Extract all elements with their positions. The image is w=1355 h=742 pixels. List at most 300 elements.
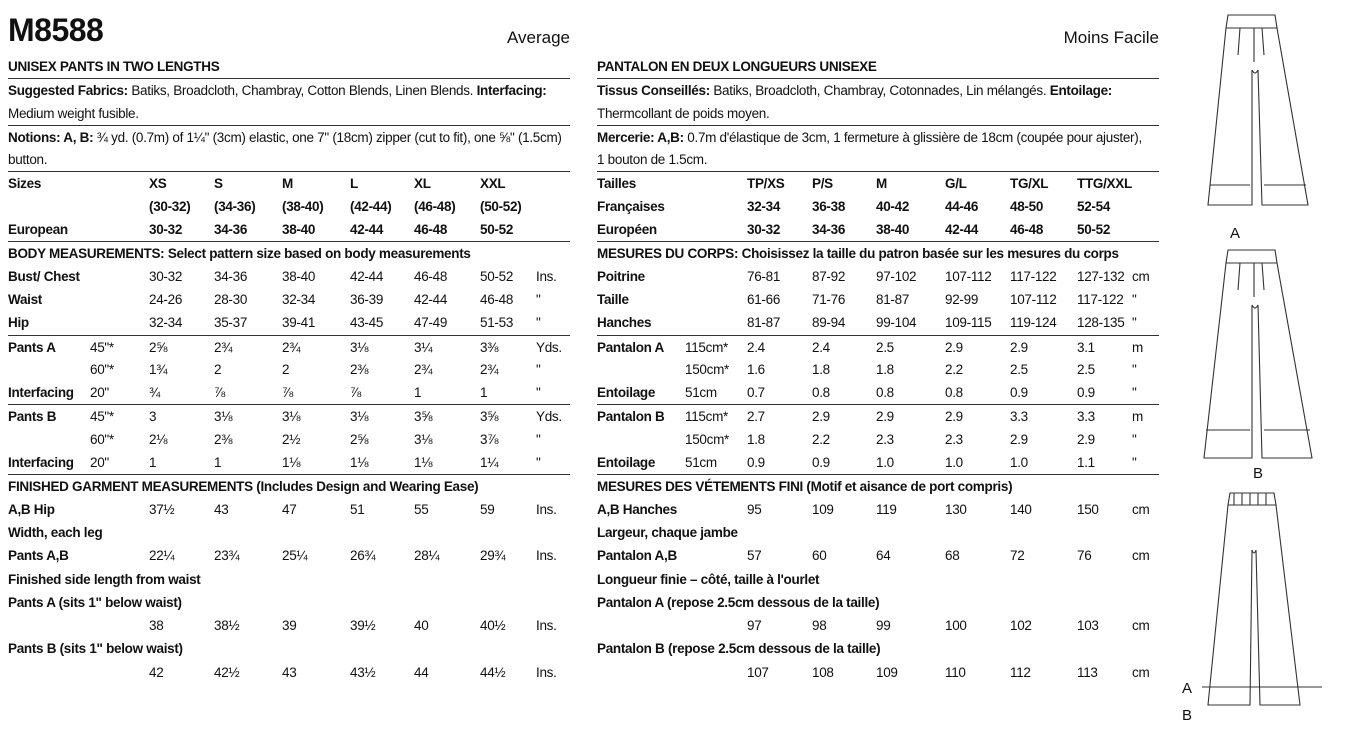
row-label: Pantalon B (repose 2.5cm dessous de la taille): [597, 641, 881, 657]
size-value: 3.1: [1077, 339, 1095, 355]
chart-row: [8, 661, 570, 684]
size-value: 112: [1010, 664, 1031, 680]
size-value: 81-87: [876, 291, 910, 307]
description-line: [597, 102, 769, 125]
size-value: 117-122: [1077, 291, 1124, 307]
size-value: 113: [1077, 664, 1098, 680]
difficulty-level: Average: [506, 28, 570, 47]
size-value: 130: [945, 501, 967, 517]
row-label: Taille: [597, 291, 629, 307]
size-value: 2.3: [945, 431, 963, 447]
size-value: 95: [747, 501, 762, 517]
size-value: 2.4: [812, 339, 830, 355]
chart-row: [8, 335, 570, 358]
row-label: Waist: [8, 291, 43, 307]
size-value: (46-48): [414, 198, 456, 214]
size-value: 39½: [350, 618, 376, 634]
size-value: 28-30: [214, 291, 248, 307]
size-value: 109-115: [945, 315, 992, 331]
size-value: 46-48: [1010, 222, 1044, 238]
row-sublabel: 115cm*: [685, 409, 728, 425]
description-text: Medium weight fusible.: [8, 105, 139, 121]
size-value: 2.9: [945, 339, 963, 355]
size-value: 0.9: [1010, 385, 1028, 401]
size-value: 99: [876, 618, 891, 634]
size-value: 2¾: [214, 339, 233, 355]
pattern-number: M8588: [8, 12, 104, 48]
row-sublabel: 60"*: [90, 361, 114, 377]
size-value: 42-44: [414, 291, 448, 307]
size-value: 2⅜: [350, 361, 369, 377]
size-value: 3⅞: [480, 431, 499, 447]
size-value: 3.3: [1010, 409, 1028, 425]
chart-row: [8, 125, 570, 148]
size-value: 92-99: [945, 291, 979, 307]
chart-row: [597, 195, 1159, 218]
unit-label: m: [1132, 339, 1143, 355]
size-value: 97-102: [876, 268, 917, 284]
chart-row: [8, 428, 570, 451]
size-value: 32-34: [149, 315, 183, 331]
unit-label: ": [536, 455, 541, 471]
size-value: 3¼: [414, 339, 433, 355]
size-value: 2.9: [945, 409, 963, 425]
row-label: Finished side length from waist: [8, 571, 201, 587]
size-value: 55: [414, 501, 429, 517]
chart-row: [8, 265, 570, 288]
row-label: Hanches: [597, 315, 652, 331]
size-value: 34-36: [214, 222, 248, 238]
unit-label: ": [1132, 361, 1137, 377]
chart-row: [597, 404, 1159, 427]
size-value: (34-36): [214, 198, 256, 214]
size-value: 2½: [282, 431, 301, 447]
size-value: 30-32: [149, 268, 183, 284]
size-value: 38-40: [282, 222, 316, 238]
chart-row: [597, 335, 1159, 358]
size-value: 23¾: [214, 548, 240, 564]
size-value: 35-37: [214, 315, 248, 331]
size-value: 1.6: [747, 361, 765, 377]
size-value: 150: [1077, 501, 1099, 517]
chart-row: [8, 148, 570, 171]
chart-row: [597, 381, 1159, 404]
english-chart: [8, 55, 570, 684]
size-value: 76: [1077, 548, 1092, 564]
size-value: 1.8: [812, 361, 830, 377]
size-value: 2.5: [1010, 361, 1028, 377]
size-value: 51: [350, 501, 365, 517]
description-bold: Suggested Fabrics:: [8, 83, 128, 99]
size-value: 30-32: [149, 222, 183, 238]
size-value: 128-135: [1077, 315, 1125, 331]
description-line: [8, 126, 562, 149]
chart-row: [8, 195, 570, 218]
size-value: 36-39: [350, 291, 384, 307]
description-line: [597, 126, 1142, 149]
size-value: 110: [945, 664, 966, 680]
size-value: G/L: [945, 176, 967, 192]
size-value: 42½: [214, 664, 240, 680]
size-value: S: [214, 176, 223, 192]
description-text: Batiks, Broadcloth, Chambray, Cotonnades, Lin mélangés.: [709, 83, 1050, 99]
size-value: 2.9: [1010, 339, 1028, 355]
chart-row: [597, 498, 1159, 521]
row-sublabel: 150cm*: [685, 431, 729, 447]
chart-row: [8, 241, 570, 264]
chart-row: [597, 218, 1159, 241]
chart-row: [8, 521, 570, 544]
row-sublabel: 51cm: [685, 455, 717, 471]
size-value: 119: [876, 501, 897, 517]
row-label: Bust/ Chest: [8, 268, 80, 284]
chart-row: [597, 474, 1159, 497]
size-value: 2¾: [480, 361, 499, 377]
row-label: Hip: [8, 315, 29, 331]
size-value: 43½: [350, 664, 376, 680]
unit-label: ": [536, 385, 541, 401]
difficulty-level-fr: Moins Facile: [1063, 28, 1159, 47]
size-value: 38-40: [282, 268, 316, 284]
chart-row: [597, 125, 1159, 148]
size-value: 47: [282, 501, 297, 517]
chart-row: [8, 78, 570, 101]
unit-label: Ins.: [536, 664, 557, 680]
chart-row: [8, 451, 570, 474]
size-value: 107-112: [945, 268, 992, 284]
size-value: 24-26: [149, 291, 183, 307]
size-value: 2⅝: [149, 339, 168, 355]
size-value: 39: [282, 618, 297, 634]
size-value: 2.9: [1077, 431, 1095, 447]
size-value: 2.9: [876, 409, 894, 425]
description-line: [8, 102, 139, 125]
size-value: 0.8: [812, 385, 830, 401]
unit-label: Ins.: [536, 618, 557, 634]
size-value: 1.1: [1077, 455, 1095, 471]
size-value: 44½: [480, 664, 506, 680]
size-value: (30-32): [149, 198, 191, 214]
size-value: 46-48: [414, 268, 448, 284]
section-title: FINISHED GARMENT MEASUREMENTS (Includes Design and Wearing Ease): [8, 479, 479, 495]
size-value: 22¼: [149, 548, 175, 564]
size-value: M: [876, 176, 887, 192]
size-value: 46-48: [414, 222, 448, 238]
chart-row: [597, 311, 1159, 334]
chart-row: [597, 102, 1159, 125]
size-value: 0.9: [747, 455, 765, 471]
view-label-a-length: A: [1182, 680, 1193, 697]
unit-label: cm: [1132, 548, 1150, 564]
section-title: PANTALON EN DEUX LONGUEURS UNISEXE: [597, 59, 877, 74]
row-label: Pants B (sits 1" below waist): [8, 641, 183, 657]
size-value: 43: [282, 664, 297, 680]
size-value: 46-48: [480, 291, 514, 307]
size-value: 34-36: [214, 268, 248, 284]
size-value: TTG/XXL: [1077, 176, 1132, 192]
unit-label: Ins.: [536, 548, 557, 564]
size-value: 2⅛: [149, 431, 168, 447]
chart-row: [597, 661, 1159, 684]
size-value: 2.2: [945, 361, 963, 377]
description-line: [597, 148, 707, 171]
size-value: 40-42: [876, 198, 910, 214]
size-value: 1.0: [1010, 455, 1028, 471]
size-value: P/S: [812, 176, 833, 192]
row-label: Largeur, chaque jambe: [597, 524, 738, 540]
unit-label: ": [536, 291, 541, 307]
description-bold: Tissus Conseillés:: [597, 83, 710, 99]
size-value: 119-124: [1010, 315, 1057, 331]
size-value: 81-87: [747, 315, 781, 331]
row-sublabel: 20": [90, 455, 109, 471]
size-value: 89-94: [812, 315, 846, 331]
row-label: Interfacing: [8, 385, 74, 401]
section-title: BODY MEASUREMENTS: Select pattern size based on body measurements: [8, 246, 471, 262]
size-value: 1: [414, 385, 422, 401]
size-value: 102: [1010, 618, 1032, 634]
description-line: [597, 79, 1112, 102]
size-value: 2.9: [812, 409, 830, 425]
row-label: Européen: [597, 222, 657, 238]
description-bold: Interfacing:: [476, 83, 547, 99]
size-value: 2.5: [876, 339, 894, 355]
french-chart: [597, 55, 1159, 684]
row-sublabel: 51cm: [685, 385, 717, 401]
size-value: ⅞: [350, 385, 361, 401]
row-sublabel: 45"*: [90, 339, 114, 355]
chart-row: [597, 78, 1159, 101]
size-value: 40: [414, 618, 429, 634]
unit-label: Yds.: [536, 409, 562, 425]
unit-label: Yds.: [536, 339, 562, 355]
description-text: ¾ yd. (0.7m) of 1¼" (3cm) elastic, one 7" (18cm) zipper (cut to fit), one ⅝" (1.5cm): [93, 129, 562, 145]
size-value: 32-34: [747, 198, 781, 214]
description-line: [8, 79, 547, 102]
chart-row: [597, 171, 1159, 194]
size-value: 100: [945, 618, 967, 634]
size-value: 1¾: [149, 361, 168, 377]
size-value: 87-92: [812, 268, 846, 284]
chart-row: [8, 171, 570, 194]
row-label: A,B Hanches: [597, 501, 677, 517]
unit-label: Ins.: [536, 268, 557, 284]
size-value: (42-44): [350, 198, 392, 214]
size-value: 72: [1010, 548, 1025, 564]
size-value: 60: [812, 548, 827, 564]
unit-label: cm: [1132, 618, 1150, 634]
size-value: ⅞: [214, 385, 225, 401]
view-label-a: A: [1230, 225, 1241, 242]
size-value: 107: [747, 664, 769, 680]
unit-label: Ins.: [536, 501, 557, 517]
size-value: 2.3: [876, 431, 894, 447]
size-value: 140: [1010, 501, 1032, 517]
chart-row: [8, 637, 570, 660]
size-value: 51-53: [480, 315, 514, 331]
size-value: 37½: [149, 501, 175, 517]
size-value: 3⅝: [480, 409, 499, 425]
size-value: 47-49: [414, 315, 448, 331]
chart-row: [8, 102, 570, 125]
size-value: 99-104: [876, 315, 917, 331]
chart-row: [597, 637, 1159, 660]
size-value: 61-66: [747, 291, 781, 307]
unit-label: cm: [1132, 501, 1150, 517]
size-value: 2.5: [1077, 361, 1095, 377]
description-text: Batiks, Broadcloth, Chambray, Cotton Blends, Linen Blends.: [127, 83, 477, 99]
size-value: 2¾: [414, 361, 433, 377]
size-value: ¾: [149, 385, 160, 401]
size-value: 1⅛: [282, 455, 301, 471]
description-bold: Entoilage:: [1049, 83, 1113, 99]
chart-row: [8, 218, 570, 241]
row-sublabel: 150cm*: [685, 361, 729, 377]
size-value: 1.8: [747, 431, 765, 447]
size-value: 42: [149, 664, 164, 680]
size-value: 68: [945, 548, 960, 564]
chart-row: [597, 451, 1159, 474]
size-value: 0.9: [812, 455, 830, 471]
pants-b-illustration: [1204, 250, 1312, 458]
pants-back-illustration: [1202, 493, 1322, 705]
size-value: 42-44: [945, 222, 979, 238]
size-value: 3⅛: [350, 409, 369, 425]
size-value: 38-40: [876, 222, 910, 238]
size-value: TG/XL: [1010, 176, 1049, 192]
chart-row: [8, 568, 570, 591]
size-value: 43: [214, 501, 229, 517]
size-value: 97: [747, 618, 762, 634]
size-value: 32-34: [282, 291, 316, 307]
size-value: 52-54: [1077, 198, 1111, 214]
size-value: 34-36: [812, 222, 846, 238]
size-value: 50-52: [480, 222, 514, 238]
chart-row: [8, 311, 570, 334]
chart-row: [597, 614, 1159, 637]
size-value: 3⅜: [480, 339, 499, 355]
size-value: 2: [214, 361, 222, 377]
size-value: 1.8: [876, 361, 894, 377]
size-value: 36-38: [812, 198, 846, 214]
size-value: 43-45: [350, 315, 384, 331]
size-value: ⅞: [282, 385, 293, 401]
chart-row: [8, 544, 570, 567]
size-value: 3⅝: [414, 409, 433, 425]
french-header: [597, 0, 1159, 52]
unit-label: m: [1132, 409, 1143, 425]
chart-row: [597, 265, 1159, 288]
row-label: Poitrine: [597, 268, 645, 284]
size-value: 1⅛: [350, 455, 369, 471]
size-value: 2¾: [282, 339, 301, 355]
chart-row: [8, 358, 570, 381]
unit-label: ": [1132, 385, 1137, 401]
size-value: 1: [214, 455, 222, 471]
size-value: 1: [480, 385, 488, 401]
size-value: 59: [480, 501, 495, 517]
row-label: Pantalon A: [597, 339, 665, 355]
chart-row: [8, 55, 570, 78]
pants-illustrations: [1180, 10, 1350, 740]
size-value: 2.4: [747, 339, 765, 355]
size-value: 38½: [214, 618, 240, 634]
row-label: Pants B: [8, 409, 57, 425]
description-text: 0.7m d'élastique de 3cm, 1 fermeture à glissière de 18cm (coupée pour ajuster),: [683, 129, 1142, 145]
size-value: 1¼: [480, 455, 499, 471]
row-label: Pantalon A (repose 2.5cm dessous de la taille): [597, 594, 880, 610]
english-header: [8, 0, 570, 52]
unit-label: ": [1132, 291, 1137, 307]
size-value: 3⅛: [350, 339, 369, 355]
chart-row: [8, 381, 570, 404]
row-label: Tailles: [597, 176, 636, 192]
size-value: 48-50: [1010, 198, 1044, 214]
size-value: 38: [149, 618, 164, 634]
size-value: 1⅛: [414, 455, 433, 471]
description-text: Thermcollant de poids moyen.: [597, 105, 770, 121]
size-value: L: [350, 176, 358, 192]
size-value: 3⅛: [414, 431, 433, 447]
row-label: European: [8, 222, 68, 238]
unit-label: ": [536, 361, 541, 377]
row-sublabel: 115cm*: [685, 339, 728, 355]
chart-row: [8, 591, 570, 614]
view-label-b-length: B: [1182, 707, 1193, 724]
size-value: 0.9: [1077, 385, 1095, 401]
size-value: 30-32: [747, 222, 781, 238]
row-sublabel: 20": [90, 385, 109, 401]
chart-row: [597, 591, 1159, 614]
size-value: 107-112: [1010, 291, 1057, 307]
size-value: 44: [414, 664, 429, 680]
unit-label: cm: [1132, 268, 1150, 284]
row-label: Entoilage: [597, 385, 656, 401]
size-value: 0.8: [945, 385, 963, 401]
row-label: Sizes: [8, 176, 42, 192]
row-label: Longueur finie – côté, taille à l'ourlet: [597, 571, 820, 587]
section-title: MESURES DU CORPS: Choisissez la taille du patron basée sur les mesures du corps: [597, 246, 1119, 262]
chart-row: [8, 288, 570, 311]
size-value: 117-122: [1010, 268, 1057, 284]
section-title: MESURES DES VÉTEMENTS FINI (Motif et aisance de port compris): [597, 479, 1013, 495]
size-value: 3⅛: [282, 409, 301, 425]
size-value: 0.8: [876, 385, 894, 401]
row-label: Pantalon B: [597, 409, 665, 425]
size-value: M: [282, 176, 293, 192]
chart-row: [8, 404, 570, 427]
size-value: XS: [149, 176, 167, 192]
row-label: A,B Hip: [8, 501, 55, 517]
section-title: UNISEX PANTS IN TWO LENGTHS: [8, 59, 220, 74]
description-line: [8, 148, 47, 171]
description-bold: Mercerie: A,B:: [597, 129, 684, 145]
size-value: 2.9: [1010, 431, 1028, 447]
unit-label: ": [536, 431, 541, 447]
size-value: 108: [812, 664, 834, 680]
size-value: 109: [812, 501, 834, 517]
size-value: 109: [876, 664, 898, 680]
size-value: (38-40): [282, 198, 324, 214]
size-value: 2.7: [747, 409, 765, 425]
size-value: 1.0: [945, 455, 963, 471]
description-text: button.: [8, 152, 48, 168]
chart-row: [597, 148, 1159, 171]
unit-label: ": [1132, 431, 1137, 447]
size-value: 103: [1077, 618, 1099, 634]
chart-row: [8, 498, 570, 521]
size-value: 50-52: [1077, 222, 1111, 238]
